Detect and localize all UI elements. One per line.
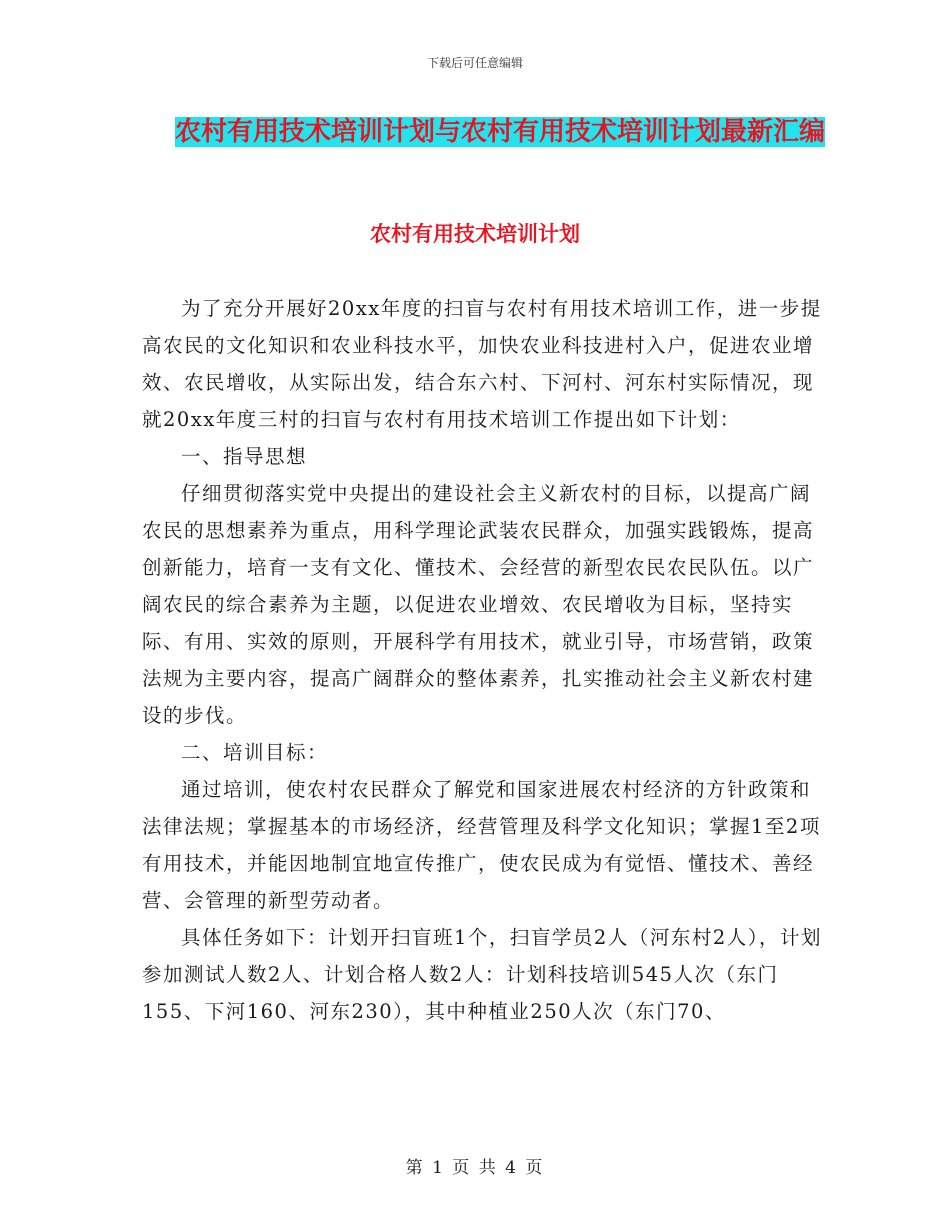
section-title: 农村有用技术培训计划 xyxy=(370,222,580,246)
page-header-note: 下载后可任意编辑 xyxy=(426,56,523,70)
paragraph-intro: 为了充分开展好20xx年度的扫盲与农村有用技术培训工作，进一步提高农民的文化知识和农业科技水平，加快农业科技进村入户，促进农业增效、农民增收，从实际出发，结合东六村、下河村、河东村实际情况，现就20xx年度三村的扫盲与农村有用技术培训工作提出如下计划： xyxy=(142,297,822,431)
paragraph-specific-tasks: 具体任务如下：计划开扫盲班1个，扫盲学员2人（河东村2人），计划参加测试人数2人、计划合格人数2人：计划科技培训545人次（东门155、下河160、河东230），其中种植业250人次（东门70、 xyxy=(142,926,822,1023)
page-number: 第 1 页 共 4 页 xyxy=(405,1158,545,1178)
document-title xyxy=(150,110,850,154)
document-title-text: 农村有用技术培训计划与农村有用技术培训计划最新汇编 xyxy=(174,117,825,147)
paragraph-guiding-ideology: 仔细贯彻落实党中央提出的建设社会主义新农村的目标，以提高广阔农民的思想素养为重点，用科学理论武装农民群众，加强实践锻炼，提高创新能力，培育一支有文化、懂技术、会经营的新型农民农民队伍。以广阔农民的综合素养为主题，以促进农业增效、农民增收为目标，坚持实际、有用、实效的原则，开展科学有用技术，就业引导，市场营销，政策法规为主要内容，提高广阔群众的整体素养，扎实推动社会主义新农村建设的步伐。 xyxy=(142,482,815,727)
document-body xyxy=(142,290,822,1030)
heading-training-goals: 二、培训目标： xyxy=(181,741,329,764)
heading-guiding-ideology: 一、指导思想 xyxy=(181,445,308,468)
paragraph-training-goals: 通过培训，使农村农民群众了解党和国家进展农村经济的方针政策和法律法规；掌握基本的市场经济，经营管理及科学文化知识；掌握1至2项有用技术，并能因地制宜地宣传推广，使农民成为有觉悟、懂技术、善经营、会管理的新型劳动者。 xyxy=(142,778,821,912)
